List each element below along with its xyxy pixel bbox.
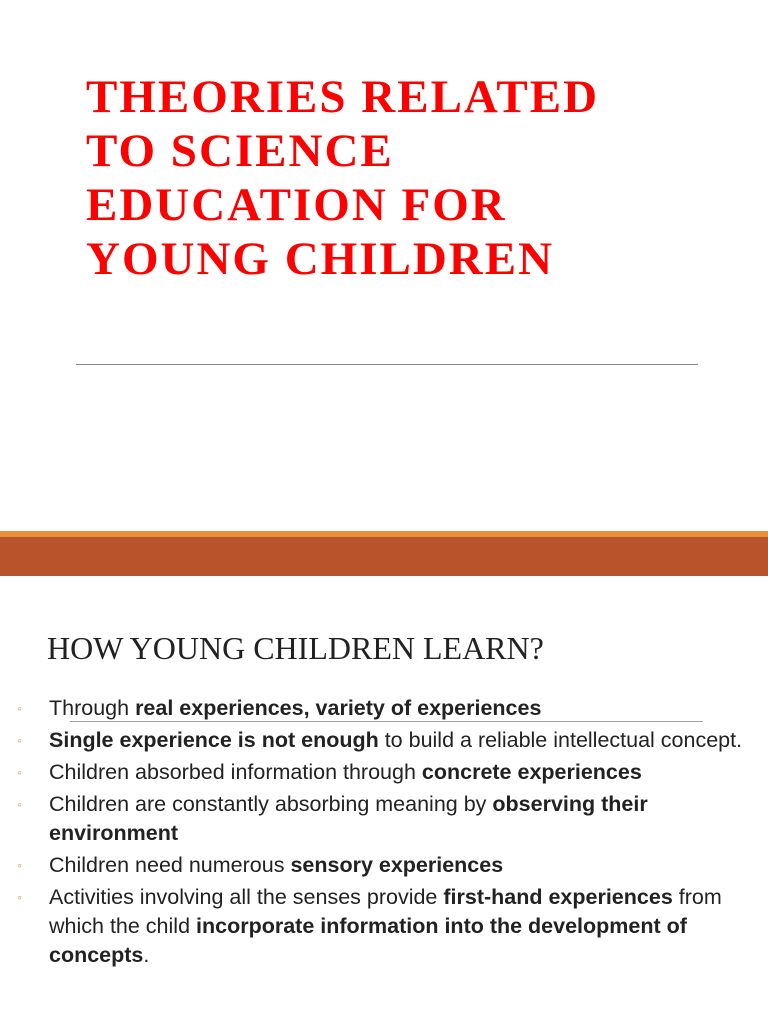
bullet-text: Children absorbed information through [49, 760, 422, 784]
bullet-item [17, 883, 757, 970]
slide-title-line: EDUCATION FOR [86, 179, 507, 231]
bullet-item [17, 694, 757, 723]
slide-title [86, 70, 726, 286]
bullet-text: Through [49, 696, 136, 720]
bullet-text: to build a reliable intellectual concept. [378, 728, 743, 752]
circle-bullet-icon: ◦ [17, 889, 22, 905]
bullet-emphasis: incorporate information into the development of concepts [49, 914, 687, 967]
bullet-emphasis: observing their environment [49, 792, 648, 845]
slide-divider-band [0, 537, 768, 576]
bullet-emphasis: sensory experiences [290, 853, 504, 877]
section-heading: HOW YOUNG CHILDREN LEARN? [47, 630, 544, 666]
bullet-item [17, 790, 757, 848]
slide-title-line: THEORIES RELATED [86, 71, 600, 123]
bullet-emphasis: first-hand experiences [443, 885, 673, 909]
bullet-text: Activities involving all the senses provide [49, 885, 444, 909]
circle-bullet-icon: ◦ [17, 700, 22, 716]
bullet-text: Children need numerous [49, 853, 291, 877]
circle-bullet-icon: ◦ [17, 764, 22, 780]
bullet-emphasis: concrete experiences [421, 760, 642, 784]
bullet-list [17, 694, 757, 973]
slide-title-line: YOUNG CHILDREN [86, 233, 555, 285]
title-divider [76, 364, 698, 365]
bullet-text: from which the child [49, 885, 722, 938]
circle-bullet-icon: ◦ [17, 796, 22, 812]
bullet-text: . [143, 943, 150, 967]
circle-bullet-icon: ◦ [17, 732, 22, 748]
circle-bullet-icon: ◦ [17, 857, 22, 873]
bullet-emphasis: real experiences, variety of experiences [135, 696, 542, 720]
bullet-item [17, 851, 757, 880]
bullet-item [17, 726, 757, 755]
bullet-item [17, 758, 757, 787]
bullet-text: Children are constantly absorbing meaning by [49, 792, 493, 816]
bullet-emphasis: Single experience is not enough [49, 728, 379, 752]
slide-title-line: TO SCIENCE [86, 125, 394, 177]
